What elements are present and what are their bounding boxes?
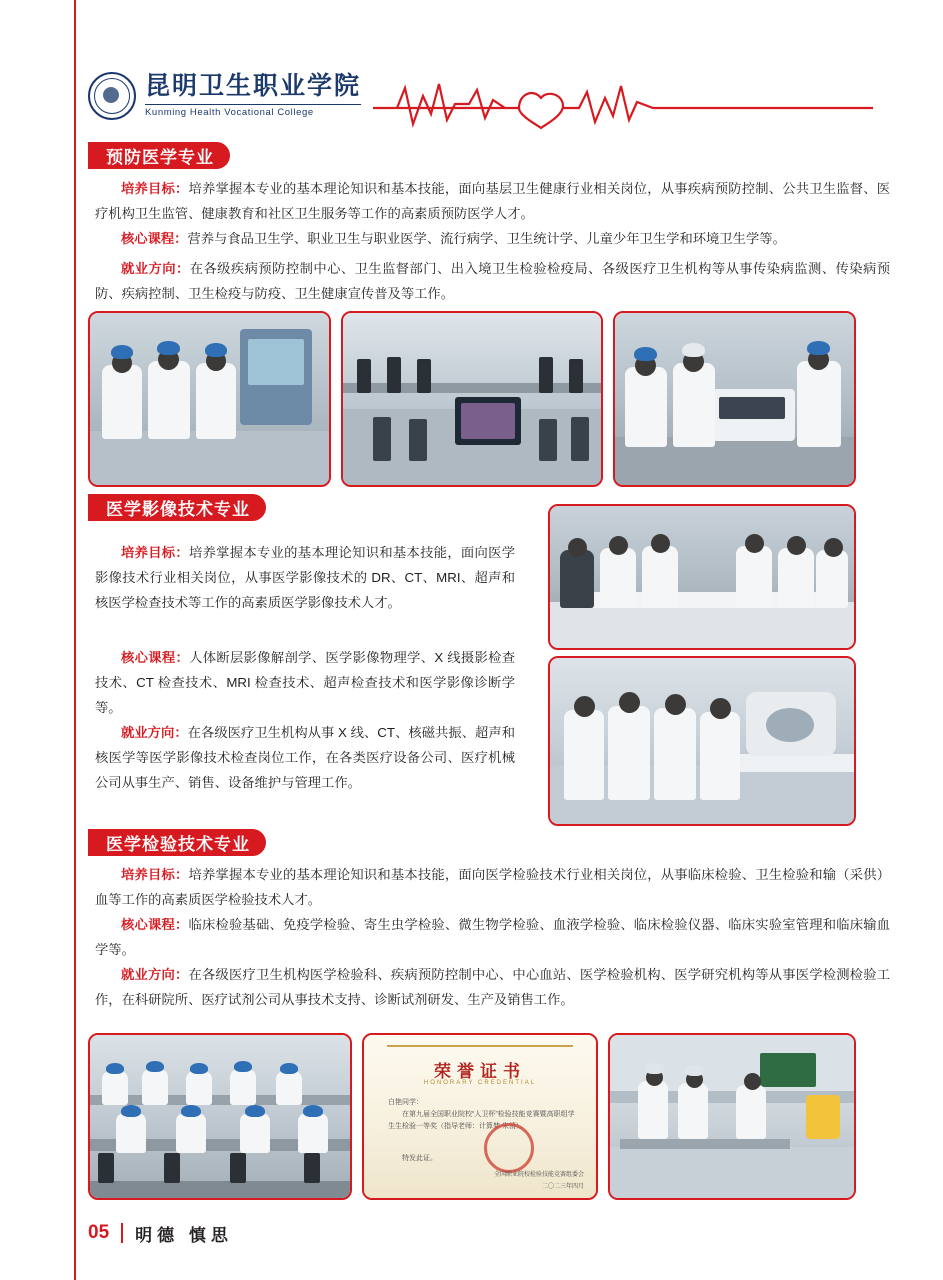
preventive-employment-label: 就业方向： [121, 261, 190, 276]
photo-microscopy-lab-class [88, 1033, 352, 1200]
laboratory-courses-text: 临床检验基础、免疫学检验、寄生虫学检验、微生物学检验、血液学检验、临床检验仪器、临床实验室管理和临床输血学等。 [95, 917, 891, 957]
photo-biosafety-cabinet-lab [88, 311, 331, 487]
school-seal-icon [88, 72, 136, 120]
photo-microscope-classroom [341, 311, 603, 487]
preventive-objective-paragraph [95, 176, 890, 226]
preventive-employment-text: 在各级疾病预防控制中心、卫生监督部门、出入境卫生检验检疫局、各级医疗卫生机构等从事传染病监测、传染病预防、疾病控制、卫生检疫与防疫、卫生健康宣传普及等工作。 [95, 261, 891, 301]
footer-divider [121, 1223, 123, 1243]
imaging-employment-paragraph [95, 720, 515, 795]
laboratory-objective-text: 培养掌握本专业的基本理论知识和基本技能，面向医学检验技术行业相关岗位，从事临床检验、卫生检验和输（采供）血等工作的高素质医学检验技术人才。 [95, 867, 891, 907]
left-margin-rule [74, 0, 76, 1280]
photo-honor-certificate [362, 1033, 598, 1200]
college-name-cn: 昆明卫生职业学院 [145, 73, 362, 101]
laboratory-employment-paragraph [95, 962, 890, 1012]
preventive-employment-paragraph [95, 256, 890, 306]
imaging-courses-label: 核心课程： [121, 650, 190, 665]
preventive-courses-label: 核心课程： [121, 231, 188, 246]
ecg-heartbeat-icon [373, 74, 873, 130]
imaging-courses-text: 人体断层影像解剖学、医学影像物理学、X 线摄影检查技术、CT 检查技术、MRI 检查技术、超声检查技术和医学影像诊断学等。 [95, 650, 516, 715]
section-title-medical-laboratory: 医学检验技术专业 [88, 829, 266, 856]
laboratory-employment-text: 在各级医疗卫生机构医学检验科、疾病预防控制中心、中心血站、医学检验机构、医学研究机构等从事医学检测检验工作，在科研院所、医疗试剂公司从事技术支持、诊断试剂研发、生产及销售工作。 [95, 967, 891, 1007]
certificate-body: 在第九届全国职业院校“人卫杯”检验技能竞赛暨高职组学生生检验一等奖（指导老师：计算梦 朱清）。 [388, 1111, 575, 1130]
college-logo [88, 72, 361, 120]
college-name-en: Kunming Health Vocational College [145, 104, 361, 118]
preventive-objective-text: 培养掌握本专业的基本理论知识和基本技能，面向基层卫生健康行业相关岗位，从事疾病预防控制、公共卫生监督、医疗机构卫生监管、健康教育和社区卫生服务等工作的高素质预防医学人才。 [95, 181, 891, 221]
laboratory-courses-paragraph [95, 912, 890, 962]
certificate-title: 荣誉证书 [434, 1062, 526, 1081]
laboratory-objective-paragraph [95, 862, 890, 912]
laboratory-objective-label: 培养目标： [121, 867, 189, 882]
section-title-medical-imaging: 医学影像技术专业 [88, 494, 266, 521]
section-title-preventive-medicine: 预防医学专业 [88, 142, 230, 169]
page-footer [74, 1220, 233, 1246]
page-header [88, 72, 888, 134]
imaging-employment-label: 就业方向： [121, 725, 188, 740]
imaging-objective-paragraph [95, 540, 515, 615]
preventive-courses-paragraph [95, 226, 890, 251]
photo-ct-scanner-training [548, 656, 856, 826]
imaging-objective-label: 培养目标： [121, 545, 189, 560]
laboratory-courses-label: 核心课程： [121, 917, 189, 932]
certificate-seal-icon [484, 1123, 534, 1173]
imaging-objective-text: 培养掌握本专业的基本理论知识和基本技能，面向医学影像技术行业相关岗位，从事医学影像技术的 DR、CT、MRI、超声和核医学检查技术等工作的高素质医学影像技术人才。 [95, 545, 516, 610]
certificate-date: 二〇二三年四月 [541, 1184, 584, 1190]
page-number: 05 [88, 1222, 110, 1243]
imaging-courses-paragraph [95, 645, 515, 720]
preventive-objective-label: 培养目标： [121, 181, 189, 196]
footer-motto: 明德 慎思 [135, 1225, 233, 1245]
preventive-courses-text: 营养与食品卫生学、职业卫生与职业医学、流行病学、卫生统计学、儿童少年卫生学和环境卫生学等。 [187, 231, 786, 246]
laboratory-employment-label: 就业方向： [121, 967, 189, 982]
certificate-salutation: 白艳同学： [388, 1099, 423, 1106]
photo-centrifuge-operation [613, 311, 856, 487]
certificate-closing: 特发此证。 [402, 1155, 437, 1162]
imaging-employment-text: 在各级医疗卫生机构从事 X 线、CT、核磁共振、超声和核医学等医学影像技术检查岗位工作，在各类医疗设备公司、医疗机械公司从事生产、销售、设备维护与管理工作。 [95, 725, 516, 790]
certificate-subtitle: HONORARY CREDENTIAL [423, 1080, 537, 1086]
certificate-issuer: 全国职业院校检验技能竞赛组委会 [493, 1172, 584, 1178]
photo-imaging-demo-class [548, 504, 856, 650]
photo-clinical-lab-bench [608, 1033, 856, 1200]
